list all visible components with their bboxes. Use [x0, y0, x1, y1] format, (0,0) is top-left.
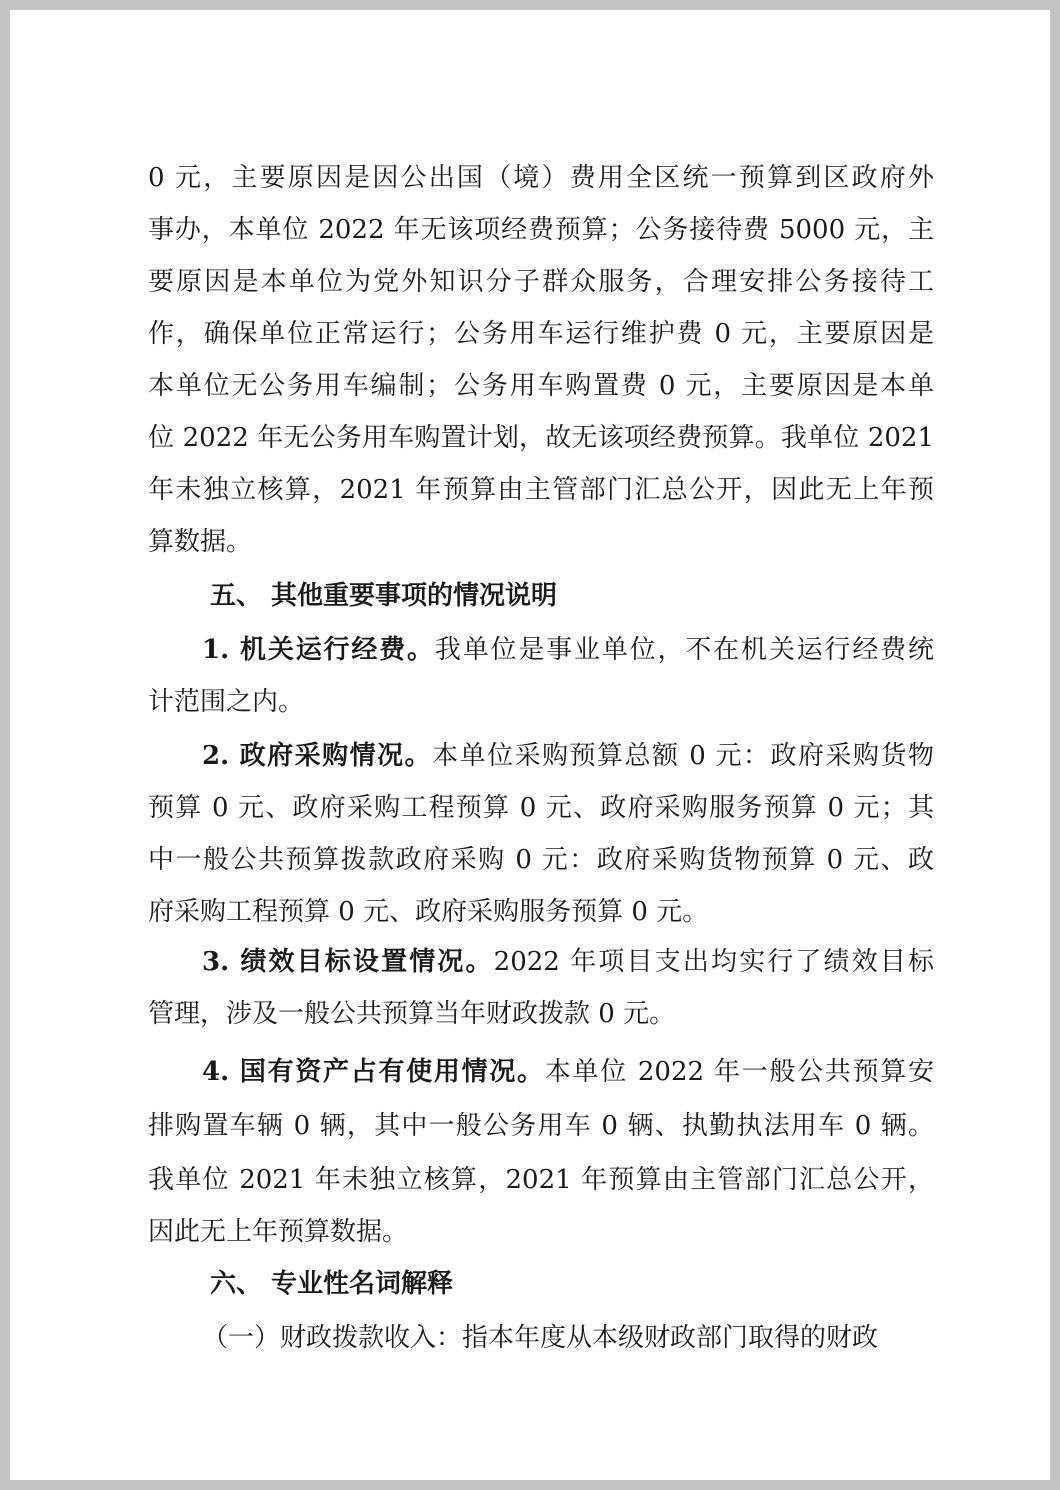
item-1-line — [202, 633, 934, 667]
item-4-line: 因此无上年预算数据。 — [148, 1217, 409, 1247]
paragraph-line: 本单位无公务用车编制；公务用车购置费 0 元，主要原因是本单 — [148, 371, 934, 401]
paragraph-line: 位 2022 年无公务用车购置计划，故无该项经费预算。我单位 2021 — [148, 423, 934, 453]
item-4-line — [202, 1055, 934, 1089]
item-2-line: 预算 0 元、政府采购工程预算 0 元、政府采购服务预算 0 元；其 — [148, 793, 934, 823]
item-4-label: 4. 国有资产占有使用情况。 — [202, 1057, 545, 1087]
item-4-line: 排购置车辆 0 辆，其中一般公务用车 0 辆、执勤执法用车 0 辆。 — [148, 1111, 934, 1141]
item-3-label: 3. 绩效目标设置情况。 — [202, 947, 494, 977]
paragraph-line: 要原因是本单位为党外知识分子群众服务，合理安排公务接待工 — [148, 267, 934, 297]
item-1-text: 我单位是事业单位，不在机关运行经费统 — [434, 635, 934, 665]
item-2-text: 本单位采购预算总额 0 元：政府采购货物 — [432, 741, 934, 771]
paragraph-line: 年未独立核算，2021 年预算由主管部门汇总公开，因此无上年预 — [148, 475, 934, 505]
item-2-line — [202, 739, 934, 773]
item-1-label: 1. 机关运行经费。 — [202, 635, 435, 665]
paragraph-line: 作，确保单位正常运行；公务用车运行维护费 0 元，主要原因是 — [148, 319, 934, 349]
paragraph-line: 算数据。 — [148, 527, 253, 557]
item-2-label: 2. 政府采购情况。 — [202, 741, 433, 771]
section-heading: 六、 专业性名词解释 — [210, 1269, 454, 1299]
item-3-line — [202, 945, 934, 979]
term-1-text: 指本年度从本级财政部门取得的财政 — [462, 1323, 879, 1353]
item-2-line: 府采购工程预算 0 元、政府采购服务预算 0 元。 — [148, 897, 709, 927]
item-4-line: 我单位 2021 年未独立核算，2021 年预算由主管部门汇总公开， — [148, 1165, 934, 1195]
paragraph-line: 事办，本单位 2022 年无该项经费预算；公务接待费 5000 元，主 — [148, 215, 934, 245]
document-page — [10, 10, 1050, 1480]
item-2-line: 中一般公共预算拨款政府采购 0 元：政府采购货物预算 0 元、政 — [148, 845, 934, 875]
item-4-text: 本单位 2022 年一般公共预算安 — [544, 1057, 934, 1087]
section-heading: 五、 其他重要事项的情况说明 — [210, 581, 558, 611]
item-3-text: 2022 年项目支出均实行了绩效目标 — [493, 947, 934, 977]
item-3-line: 管理，涉及一般公共预算当年财政拨款 0 元。 — [148, 999, 676, 1029]
term-1-line — [202, 1321, 934, 1355]
item-1-line: 计范围之内。 — [148, 687, 305, 717]
paragraph-line: 0 元，主要原因是因公出国（境）费用全区统一预算到区政府外 — [148, 163, 934, 193]
term-1-label: （一）财政拨款收入： — [202, 1323, 463, 1353]
